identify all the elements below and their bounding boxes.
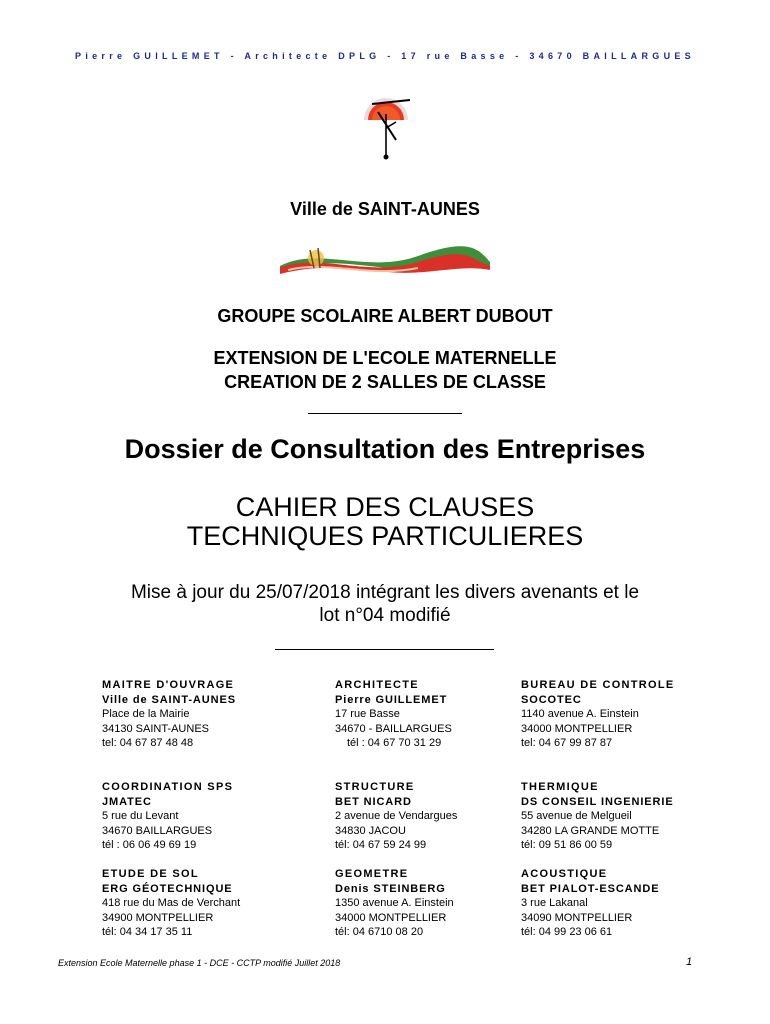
architect-logo-icon xyxy=(334,94,434,162)
contact-structure xyxy=(335,780,495,853)
contact-phone: tél : 04 67 70 31 29 xyxy=(347,737,442,750)
footer-document-reference: Extension Ecole Maternelle phase 1 - DCE - CCTP modifié Juillet 2018 xyxy=(58,958,341,968)
contact-maitre-ouvrage xyxy=(102,678,256,751)
contact-name: Ville de SAINT-AUNES xyxy=(102,693,236,706)
contact-thermique xyxy=(521,780,701,853)
contact-role: ARCHITECTE xyxy=(335,679,419,691)
contact-role: GEOMETRE xyxy=(335,868,409,880)
contact-address: Place de la Mairie xyxy=(102,708,190,721)
contact-phone: tel: 04 67 99 87 87 xyxy=(521,737,613,750)
contact-name: BET NICARD xyxy=(335,795,412,808)
contact-city: 34830 JACOU xyxy=(335,824,406,837)
contact-role: BUREAU DE CONTROLE xyxy=(521,679,675,691)
contact-name: Denis STEINBERG xyxy=(335,882,446,895)
update-note-line-2: lot n°04 modifié xyxy=(319,605,451,626)
contact-city: 34900 MONTPELLIER xyxy=(102,911,214,924)
saint-aunes-logo-icon xyxy=(278,238,492,280)
contact-name: DS CONSEIL INGENIERIE xyxy=(521,795,674,808)
contact-phone: tél : 06 06 49 69 19 xyxy=(102,839,197,852)
contact-etude-sol xyxy=(102,867,262,940)
contact-geometre xyxy=(335,867,495,940)
contact-address: 2 avenue de Vendargues xyxy=(335,810,458,823)
update-note-line-1: Mise à jour du 25/07/2018 intégrant les divers avenants et le xyxy=(130,582,640,603)
contact-coordination-sps xyxy=(102,780,254,853)
extension-title-line-1: EXTENSION DE L'ECOLE MATERNELLE xyxy=(213,348,557,368)
contact-name: SOCOTEC xyxy=(521,693,582,706)
contact-name: Pierre GUILLEMET xyxy=(335,693,448,706)
contact-role: ACOUSTIQUE xyxy=(521,868,608,880)
contact-bureau-controle xyxy=(521,678,697,751)
cctp-title-line-2: TECHNIQUES PARTICULIERES xyxy=(186,521,584,551)
contact-address: 1140 avenue A. Einstein xyxy=(521,708,639,721)
cctp-title-line-1: CAHIER DES CLAUSES xyxy=(235,492,535,522)
contact-city: 34090 MONTPELLIER xyxy=(521,911,633,924)
contact-acoustique xyxy=(521,867,701,940)
contact-phone: tél: 04 67 59 24 99 xyxy=(335,839,427,852)
town-title: Ville de SAINT-AUNES xyxy=(290,199,480,219)
contact-role: COORDINATION SPS xyxy=(102,781,234,793)
contact-address: 55 avenue de Melgueil xyxy=(521,810,632,823)
contact-city: 34670 - BAILLARGUES xyxy=(335,722,452,735)
contact-address: 5 rue du Levant xyxy=(102,810,179,823)
contact-city: 34000 MONTPELLIER xyxy=(521,722,633,735)
contact-architecte xyxy=(335,678,485,751)
extension-title-line-2: CREATION DE 2 SALLES DE CLASSE xyxy=(224,372,546,392)
contact-role: MAITRE D'OUVRAGE xyxy=(102,679,235,691)
school-group-title: GROUPE SCOLAIRE ALBERT DUBOUT xyxy=(217,306,553,326)
contact-city: 34000 MONTPELLIER xyxy=(335,911,447,924)
contact-city: 34130 SAINT-AUNES xyxy=(102,722,209,735)
separator-rule xyxy=(308,413,462,414)
contact-role: STRUCTURE xyxy=(335,781,415,793)
contact-phone: tél: 04 6710 08 20 xyxy=(335,926,424,939)
contact-name: BET PIALOT-ESCANDE xyxy=(521,882,660,895)
contact-city: 34280 LA GRANDE MOTTE xyxy=(521,824,660,837)
contact-address: 17 rue Basse xyxy=(335,708,400,721)
page-number: 1 xyxy=(686,956,693,968)
contact-phone: tél: 04 34 17 35 11 xyxy=(102,926,193,939)
contact-address: 1350 avenue A. Einstein xyxy=(335,897,454,910)
contact-name: ERG GÉOTECHNIQUE xyxy=(102,882,233,895)
contact-name: JMATEC xyxy=(102,795,152,808)
architect-header-line: Pierre GUILLEMET - Architecte DPLG - 17 rue Basse - 34670 BAILLARGUES xyxy=(75,51,695,61)
separator-rule xyxy=(275,649,494,650)
dossier-title: Dossier de Consultation des Entreprises xyxy=(124,434,646,464)
contact-city: 34670 BAILLARGUES xyxy=(102,824,213,837)
contact-phone: tel: 04 67 87 48 48 xyxy=(102,737,194,750)
contact-role: ETUDE DE SOL xyxy=(102,868,199,880)
contact-address: 418 rue du Mas de Verchant xyxy=(102,897,241,910)
contact-address: 3 rue Lakanal xyxy=(521,897,588,910)
contact-phone: tél: 04 99 23 06 61 xyxy=(521,926,613,939)
contact-role: THERMIQUE xyxy=(521,781,599,793)
contact-phone: tél: 09 51 86 00 59 xyxy=(521,839,613,852)
